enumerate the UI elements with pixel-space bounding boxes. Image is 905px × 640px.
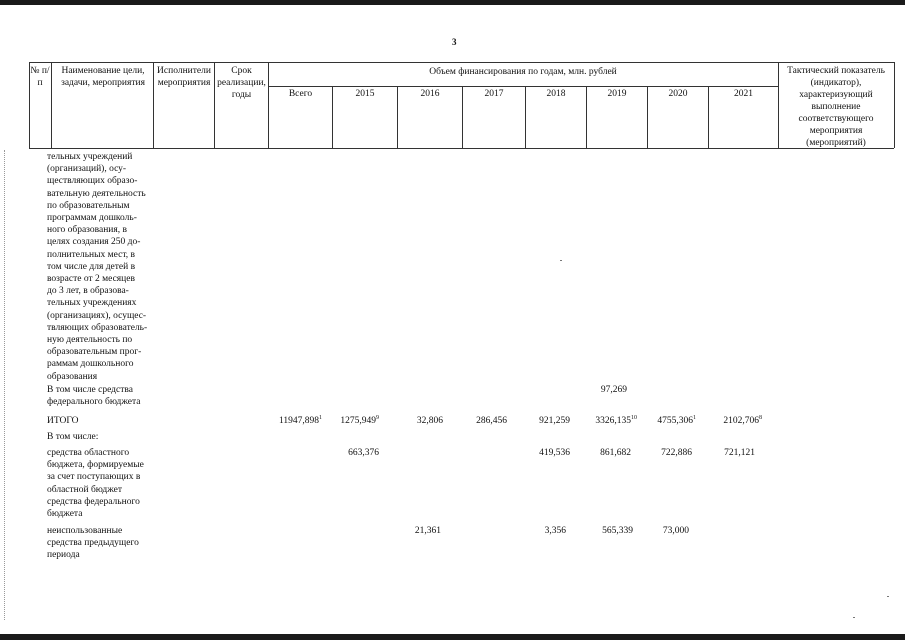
itogo-2019: 3326,135$^{10}$ [595, 414, 637, 426]
itogo-2015: 1275,949$^9$ [340, 414, 379, 426]
col-divider [894, 62, 895, 148]
regional-label-line: за счет поступающих в [47, 472, 141, 483]
regional-budget-label [47, 447, 159, 520]
binding-margin [4, 150, 5, 620]
header-col-term: Срок реализации, годы [217, 66, 266, 100]
regional-2020: 722,886 [661, 448, 692, 458]
regional-label-line: средства областного [47, 448, 130, 458]
header-col-indicator: Тактический показатель (индикатор), характеризующий выполнение соответствующего мероприятия (мероприятий) [787, 66, 885, 148]
continued-text-line: ществляющих образо- [47, 176, 138, 187]
continued-text-line: образования [47, 371, 98, 382]
continued-text-line: раммам дошкольного [47, 359, 134, 370]
header-year-2019: 2019 [607, 89, 627, 99]
continued-text-line: по образовательным [47, 200, 130, 211]
federal-value-2019: 97,269 [600, 385, 627, 395]
continued-measure-text [47, 151, 157, 383]
scan-top-edge [0, 0, 905, 5]
header-col-number: № п/п [30, 66, 50, 88]
page-number: 3 [452, 37, 457, 47]
regional-2021: 721,121 [724, 448, 755, 458]
col-divider [51, 62, 52, 148]
header-bottom-rule [29, 148, 894, 149]
continued-text-line: (организациях), осущес- [47, 310, 147, 321]
header-year-2020: 2020 [668, 89, 688, 99]
unused-2018: 3,356 [544, 526, 566, 536]
federal-label-line: федерального бюджета [47, 397, 141, 408]
continued-text-line: (организаций), осу- [47, 164, 127, 175]
continued-text-line: вательную деятельность [47, 188, 146, 199]
itogo-label: ИТОГО [47, 416, 79, 426]
itogo-2017: 286,456 [476, 416, 507, 426]
header-col-executors: Исполнители мероприятия [157, 66, 211, 88]
unused-2019: 565,339 [602, 526, 633, 536]
itogo-2016: 32,806 [416, 416, 443, 426]
continued-text-line: программам дошколь- [47, 213, 137, 224]
regional-label-line: бюджета, формируемые [47, 460, 144, 471]
unused-label-line: периода [47, 550, 80, 561]
col-divider [268, 62, 269, 148]
continued-text-line: полнительных мест, в [47, 249, 136, 260]
continued-text-line: тельных учреждениях [47, 298, 137, 309]
continued-text-line: ную деятельность по [47, 335, 133, 346]
federal-budget-label [47, 384, 157, 408]
continued-text-line: тельных учреждений [47, 152, 133, 162]
scan-bottom-edge [0, 634, 905, 640]
scan-speck [887, 596, 889, 597]
header-col-funding: Объем финансирования по годам, млн. рублей [429, 67, 617, 77]
federal-label-line: В том числе средства [47, 385, 133, 395]
header-col-total: Всего [288, 89, 313, 99]
continued-text-line: твляющих образователь- [47, 322, 148, 333]
regional-2015: 663,376 [348, 448, 379, 458]
unused-2016: 21,361 [414, 526, 441, 536]
continued-text-line: целях создания 250 до- [47, 237, 141, 248]
continued-text-line: ного образования, в [47, 225, 127, 236]
regional-label-line: бюджета [47, 509, 83, 520]
continued-text-line: возрасте от 2 месяцев [47, 274, 135, 285]
regional-2019: 861,682 [600, 448, 631, 458]
itogo-2020: 4755,306$^1$ [657, 414, 696, 426]
continued-text-line: том числе для детей в [47, 261, 136, 272]
header-year-2021: 2021 [734, 89, 753, 99]
header-top-rule [29, 62, 894, 63]
regional-label-line: областной бюджет [47, 484, 123, 495]
funding-subheader-rule [268, 86, 778, 87]
scan-speck [853, 617, 855, 618]
unused-funds-label [47, 525, 159, 562]
header-year-2016: 2016 [420, 89, 440, 99]
regional-2018: 419,536 [539, 448, 570, 458]
itogo-2021: 2102,706$^8$ [723, 414, 762, 426]
header-year-2015: 2015 [355, 89, 375, 99]
scan-speck [560, 260, 562, 261]
including-label: В том числе: [47, 432, 99, 442]
header-col-name: Наименование цели, задачи, мероприятия [61, 66, 145, 88]
header-year-2017: 2017 [484, 89, 504, 99]
header-year-2018: 2018 [546, 89, 566, 99]
itogo-2018: 921,259 [539, 416, 570, 426]
unused-label-line: неиспользованные [47, 526, 123, 536]
unused-label-line: средства предыдущего [47, 538, 139, 549]
itogo-total: 11947,898$^1$ [278, 414, 322, 426]
continued-text-line: до 3 лет, в образова- [47, 286, 129, 297]
unused-2020: 73,000 [662, 526, 689, 536]
regional-label-line: средства федерального [47, 496, 140, 507]
continued-text-line: образовательным прог- [47, 347, 142, 358]
